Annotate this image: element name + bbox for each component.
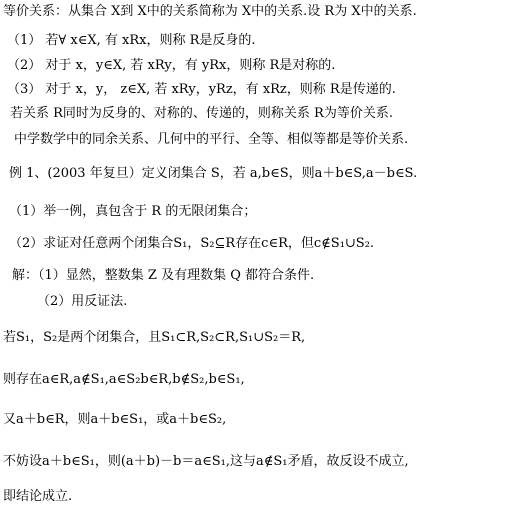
reflexive-condition-line: （1） 若∀ x∈X, 有 xRx，则称 R是反身的. [7, 33, 256, 48]
proof-existence-line: 则存在a∈R,a∉S₁,a∈S₂b∈R,b∉S₂,b∈S₁, [3, 372, 245, 387]
example-statement-line: 例 1、(2003 年复旦）定义闭集合 S，若 a,b∈S，则a＋b∈S,a－b∈S. [9, 166, 418, 181]
proof-conclusion-line: 即结论成立. [3, 489, 73, 504]
solution-part-two-heading: （2）用反证法. [37, 294, 128, 309]
proof-assumption-line: 若S₁，S₂是两个闭集合，且S₁⊂R,S₂⊂R,S₁∪S₂＝R, [3, 330, 306, 345]
examples-line: 中学数学中的同余关系、几何中的平行、全等、相似等都是等价关系. [14, 132, 409, 147]
question-one-line: （1）举一例，真包含于 R 的无限闭集合； [9, 204, 257, 219]
definition-intro-line: 等价关系：从集合 X到 X中的关系简称为 X中的关系.设 R为 X中的关系. [3, 4, 417, 19]
equivalence-definition-line: 若关系 R同时为反身的、对称的、传递的，则称关系 R为等价关系. [10, 106, 393, 121]
solution-part-one-line: 解：（1）显然，整数集 Z 及有理数集 Q 都符合条件. [12, 268, 315, 283]
proof-contradiction-line: 不妨设a＋b∈S₁，则(a＋b)－b＝a∈S₁,这与a∉S₁矛盾，故反设不成立, [3, 454, 409, 469]
transitive-condition-line: （3） 对于 x，y， z∈X, 若 xRy，yRz，有 xRz，则称 R是传递的. [7, 82, 396, 97]
proof-sum-line: 又a＋b∈R，则a＋b∈S₁，或a＋b∈S₂, [3, 412, 227, 427]
symmetric-condition-line: （2） 对于 x，y∈X, 若 xRy，有 yRx，则称 R是对称的. [7, 58, 336, 73]
question-two-line: （2）求证对任意两个闭集合S₁，S₂⊆R存在c∈R，但c∉S₁∪S₂. [9, 236, 375, 251]
